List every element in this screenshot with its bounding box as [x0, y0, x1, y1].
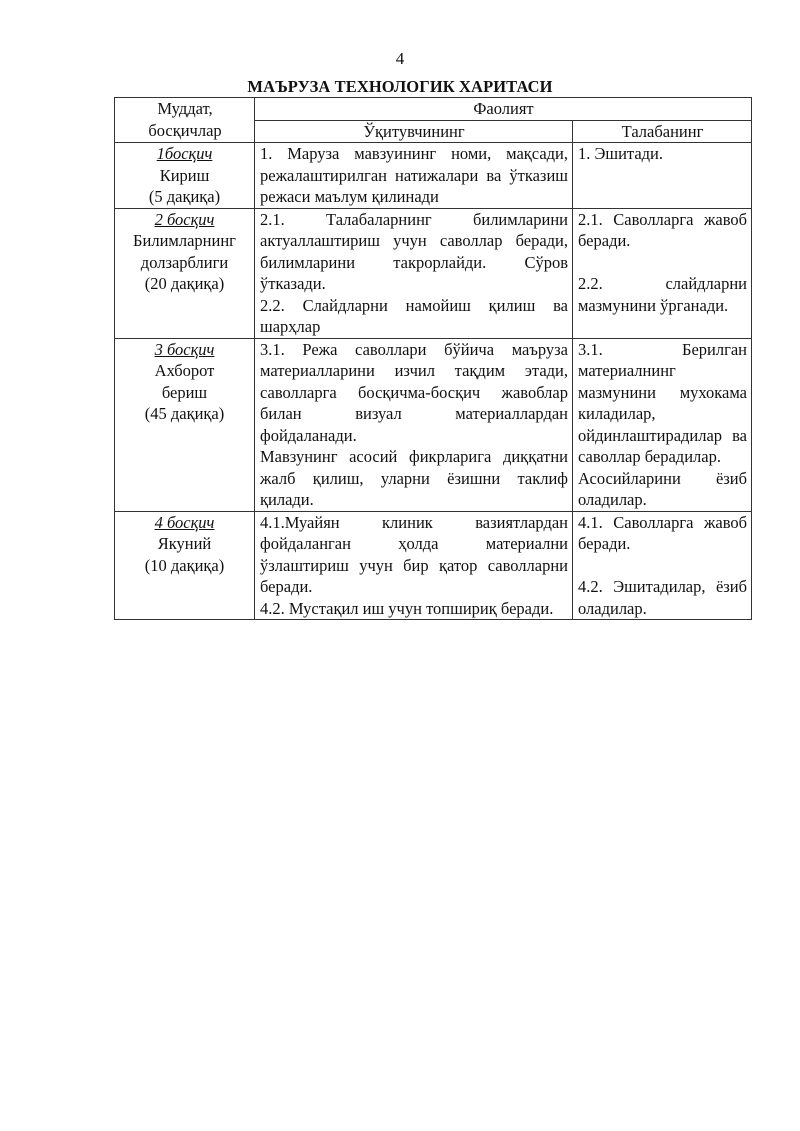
table-header-row [115, 98, 752, 121]
header-stage [115, 98, 255, 143]
stage-name: Якуний [157, 534, 212, 553]
stage-duration: (45 дақиқа) [144, 404, 225, 423]
header-student: Талабанинг [573, 120, 752, 143]
stage-label: 3 босқич [154, 339, 215, 359]
stage-label: 4 босқич [154, 512, 215, 532]
stage-cell [115, 143, 255, 209]
header-teacher: Ўқитувчининг [255, 120, 573, 143]
stage-name: Билимларнинг [133, 231, 236, 250]
student-cell [573, 143, 752, 209]
stage-cell [115, 208, 255, 338]
stage-cell [115, 338, 255, 511]
teacher-activity: 4.1.Муайян клиник вазиятлардан фойдаланган ҳолда материални ўзлаштириш учун бир қатор саволларни беради. [260, 512, 568, 596]
student-activity: Асосийларини ёзиб оладилар. [578, 468, 748, 509]
student-cell [573, 511, 752, 620]
stage-name: Ахборот [154, 361, 215, 380]
student-cell [573, 338, 752, 511]
student-activity: 2.1. Саволларга жавоб беради. [578, 209, 748, 250]
teacher-activity: Мавзунинг асосий фикрларига диққатни жалб қилиш, уларни ёзишни таклиф қилади. [260, 447, 568, 509]
header-activity: Фаолият [255, 98, 752, 121]
header-stage-line: босқичлар [148, 120, 222, 140]
table-row [115, 338, 752, 511]
teacher-activity: 2.2. Слайдларни намойиш қилиш ва шарҳлар [260, 295, 568, 336]
teacher-activity: 3.1. Режа саволлари бўйича маъруза материалларини изчил тақдим этади, саволларга босқичма-босқич жавоблар билан визуал материаллардан фойдаланади. [260, 339, 568, 445]
teacher-cell [255, 143, 573, 209]
header-stage-line: Муддат, [157, 99, 213, 118]
teacher-activity: 2.1. Талабаларнинг билимларини актуаллаштириш учун саволлар беради, билимларини такрорлайди. Сўров ўтказади. [260, 209, 568, 293]
stage-cell [115, 511, 255, 620]
student-activity: 2.2. слайдларни мазмунини ўрганади. [578, 274, 748, 315]
student-activity: 3.1. Берилган материалнинг мазмунини мухокама киладилар, ойдинлаштирадилар ва саволлар берадилар. [578, 339, 748, 466]
stage-duration: (20 дақиқа) [144, 274, 225, 293]
document-title: МАЪРУЗА ТЕХНОЛОГИК ХАРИТАСИ [247, 77, 553, 96]
student-activity: 1. Эшитади. [578, 144, 664, 163]
table-row [115, 143, 752, 209]
stage-duration: (10 дақиқа) [144, 555, 225, 575]
teacher-activity: 4.2. Мустақил иш учун топшириқ беради. [260, 598, 554, 618]
table-row [115, 511, 752, 620]
stage-name: Кириш [159, 165, 210, 185]
stage-name: бериш [161, 382, 208, 402]
teacher-cell [255, 208, 573, 338]
stage-name: долзарблиги [140, 252, 229, 272]
page-number: 4 [395, 49, 405, 68]
table-row [115, 208, 752, 338]
stage-duration: (5 дақиқа) [148, 187, 221, 206]
technology-map-table [114, 97, 752, 620]
stage-label: 1босқич [156, 144, 213, 163]
stage-label: 2 босқич [154, 209, 215, 229]
teacher-activity: 1. Маруза мавзуининг номи, мақсади, режалаштирилган натижалари ва ўтказиш режаси маълум қилинади [260, 144, 568, 206]
teacher-cell [255, 511, 573, 620]
student-activity: 4.2. Эшитадилар, ёзиб оладилар. [578, 577, 748, 618]
student-cell [573, 208, 752, 338]
student-activity: 4.1. Саволларга жавоб беради. [578, 512, 748, 553]
teacher-cell [255, 338, 573, 511]
